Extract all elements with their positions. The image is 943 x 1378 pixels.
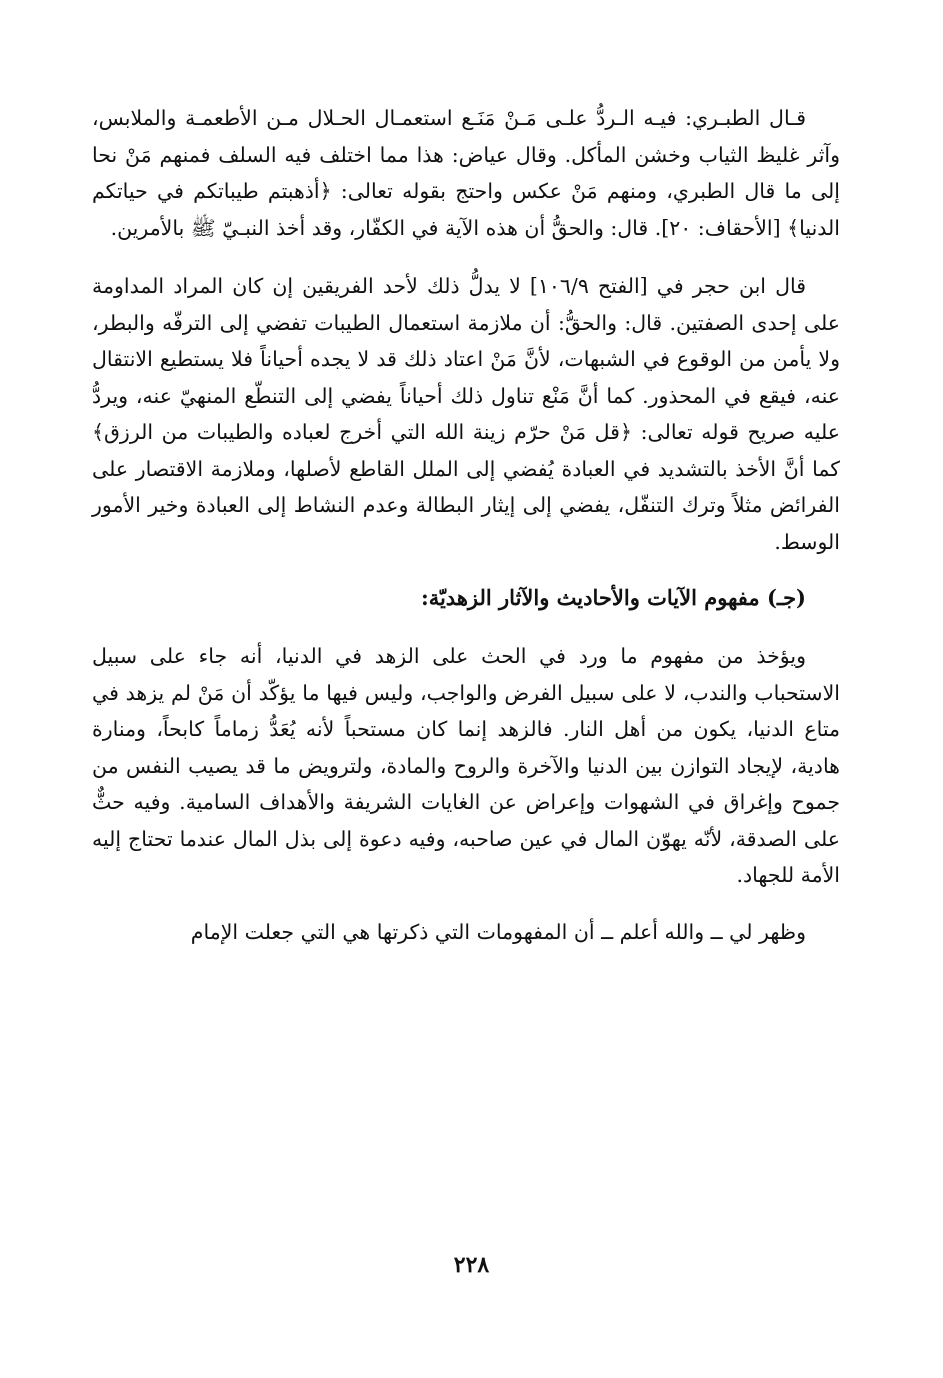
section-heading: (جـ) مفهوم الآيات والأحاديث والآثار الزهديّة:: [420, 585, 806, 610]
paragraph-tabari: قـال الطبـري: فيـه الـردُّ علـى مَـنْ مَنَـع استعمـال الحـلال مـن الأطعمـة والملابس، وآثر غليظ الثياب وخشن المأكل. وقال عياض: هذا مما اختلف فيه السلف فمنهم مَنْ نحا إلى ما قال الطبري، ومنهم مَنْ عكس واحتج بقوله تعالى: ﴿أذهبتم طيباتكم في حياتكم الدنيا﴾ [الأحقاف: ٢٠]. قال: والحقُّ أن هذه الآية في الكفّار، وقد أخذ النبـيّ ﷺ بالأمرين.: [92, 106, 840, 240]
paragraph-zuhd-concept: ويؤخذ من مفهوم ما ورد في الحث على الزهد في الدنيا، أنه جاء على سبيل الاستحباب والندب، لا على سبيل الفرض والواجب، وليس فيها ما يؤكّد أن مَنْ لم يزهد في متاع الدنيا، يكون من أهل النار. فالزهد إنما كان مستحباً لأنه يُعَدُّ زماماً كابحاً، ومنارة هادية، لإيجاد التوازن بين الدنيا والآخرة والروح والمادة، ولترويض ما قد يصيب النفس من جموح وإغراق في الشهوات وإعراض عن الغايات الشريفة والأهداف السامية. وفيه حثٌّ على الصدقة، لأنّه يهوّن المال في عين صاحبه، وفيه دعوة إلى بذل المال عندما تحتاج إليه الأمة للجهاد.: [92, 644, 840, 887]
paragraph-conclusion: وظهر لي ــ والله أعلم ــ أن المفهومات التي ذكرتها هي التي جعلت الإمام: [190, 919, 806, 944]
page-number: ٢٢٨: [453, 1252, 490, 1278]
page-body: [92, 100, 840, 950]
paragraph-ibn-hajar: قال ابن حجر في [الفتح ١٠٦/٩] لا يدلُّ ذلك لأحد الفريقين إن كان المراد المداومة على إحدى الصفتين. قال: والحقُّ: أن ملازمة استعمال الطيبات تفضي إلى الترفّه والبطر، ولا يأمن من الوقوع في الشبهات، لأنَّ مَنْ اعتاد ذلك قد لا يجده أحياناً فلا يستطيع الانتقال عنه، فيقع في المحذور. كما أنَّ مَنْع تناول ذلك أحياناً يفضي إلى التنطّع المنهيّ عنه، ويردُّ عليه صريح قوله تعالى: ﴿قل مَنْ حرّم زينة الله التي أخرج لعباده والطيبات من الرزق﴾ كما أنَّ الأخذ بالتشديد في العبادة يُفضي إلى الملل القاطع لأصلها، وملازمة الاقتصار على الفرائض مثلاً وترك التنفّل، يفضي إلى إيثار البطالة وعدم النشاط إلى العبادة وخير الأمور الوسط.: [92, 274, 840, 554]
